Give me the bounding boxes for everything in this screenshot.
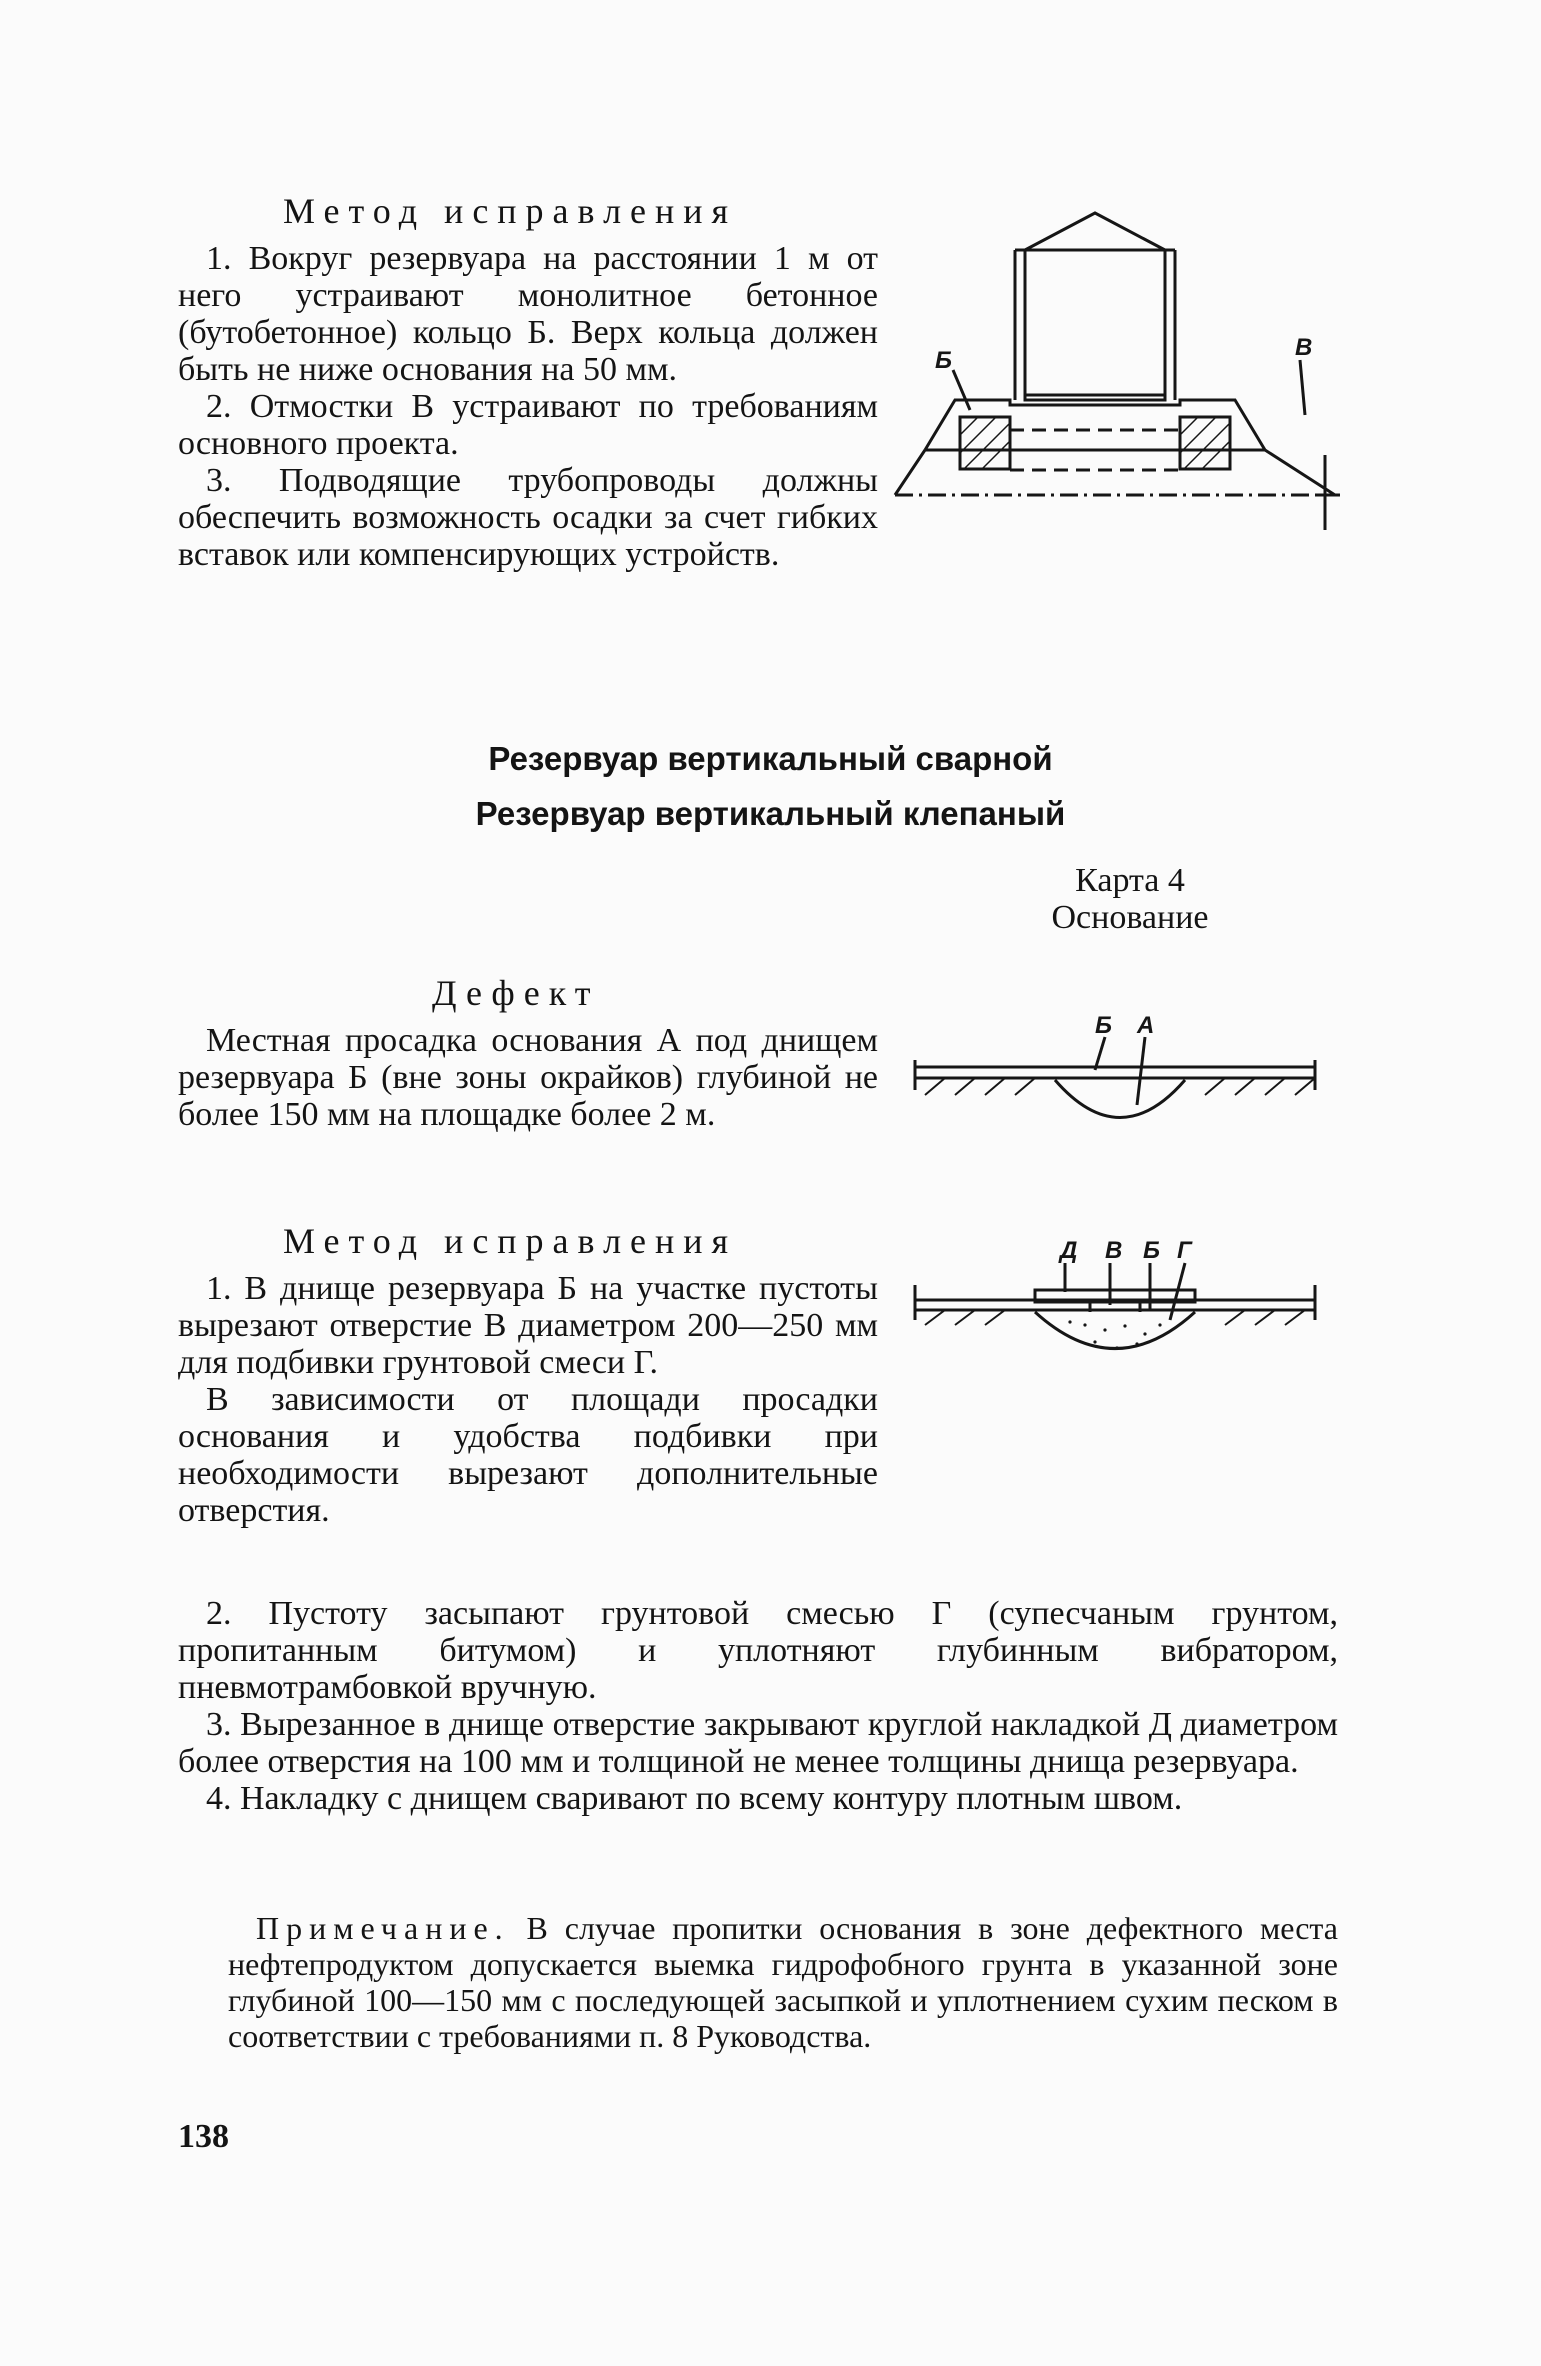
note-block [228,1910,1338,2054]
method-2-item-1b: В зависимости от площади просадки основания и удобства подбивки при необходимости вырезают дополнительные отверстия. [178,1381,878,1529]
defect-description: Местная просадка основания А под днищем резервуара Б (вне зоны окрайков) глубиной не более 150 мм на площадке более 2 м. [178,1022,878,1133]
card-subject: Основание [1051,899,1209,936]
title-welded: Резервуар вертикальный сварной [488,740,1053,777]
tank-shell [1025,250,1165,400]
label-d-fig3: Д [1060,1237,1078,1264]
note-text: В случае пропитки основания в зоне дефектного места нефтепродуктом допускается выемка гидрофобного грунта в указанной зоне глубиной 100—150 мм с последующей засыпкой и уплотнением сухим песком в соответствии с требованиями п. 8 Руководства. [228,1910,1339,2054]
note-label: Примечание. [256,1910,510,1946]
label-v-fig1: В [1295,334,1313,361]
method-2-item-2: 2. Пустоту засыпают грунтовой смесью Г (супесчаным грунтом, пропитанным битумом) и уплотняют глубинным вибратором, пневмотрамбовкой вручную. [178,1595,1338,1706]
method-2-item-3: 3. Вырезанное в днище отверстие закрывают круглой накладкой Д диаметром более отверстия на 100 мм и толщиной не менее толщины днища резервуара. [178,1706,1338,1780]
label-b-fig3: Б [1143,1237,1160,1264]
card-block [1000,862,1260,936]
concrete-ring-left [960,417,1010,469]
method-2-side-list [178,1270,878,1529]
label-v-fig3: В [1105,1237,1123,1264]
method-heading-2: Метод исправления [283,1221,738,1261]
patch-repair-figure [905,1230,1325,1390]
settlement-void [1055,1080,1185,1118]
method-1-list [178,240,878,573]
method-2-item-4: 4. Накладку с днищем сваривают по всему контуру плотным швом. [206,1780,1183,1817]
method-1-item-3: 3. Подводящие трубопроводы должны обеспечить возможность осадки за счет гибких вставок или компенсирующих устройств. [178,462,878,573]
tank-ring-figure [880,205,1370,535]
method-2-full-list [178,1595,1338,1817]
defect-text [178,1022,878,1133]
label-g-fig3: Г [1177,1237,1192,1264]
method-2-item-1: 1. В днище резервуара Б на участке пустоты вырезают отверстие В диаметром 200—250 мм для подбивки грунтовой смеси Г. [178,1270,878,1381]
label-b-fig1: Б [935,347,952,374]
label-a-fig2: А [1137,1012,1155,1039]
tank-roof [1025,213,1165,250]
method-1-item-2: 2. Отмостки В устраивают по требованиям основного проекта. [178,388,878,462]
page-number: 138 [178,2118,229,2155]
card-number: Карта 4 [1075,862,1185,899]
title-riveted: Резервуар вертикальный клепаный [475,795,1066,832]
label-b-fig2: Б [1095,1012,1112,1039]
concrete-ring-right [1180,417,1230,469]
method-heading-1: Метод исправления [283,191,738,231]
method-1-item-1: 1. Вокруг резервуара на расстоянии 1 м от него устраивают монолитное бетонное (бутобетонное) кольцо Б. Верх кольца должен быть не ниже основания на 50 мм. [178,240,878,388]
defect-heading: Дефект [432,973,600,1013]
settlement-figure [905,1005,1325,1165]
